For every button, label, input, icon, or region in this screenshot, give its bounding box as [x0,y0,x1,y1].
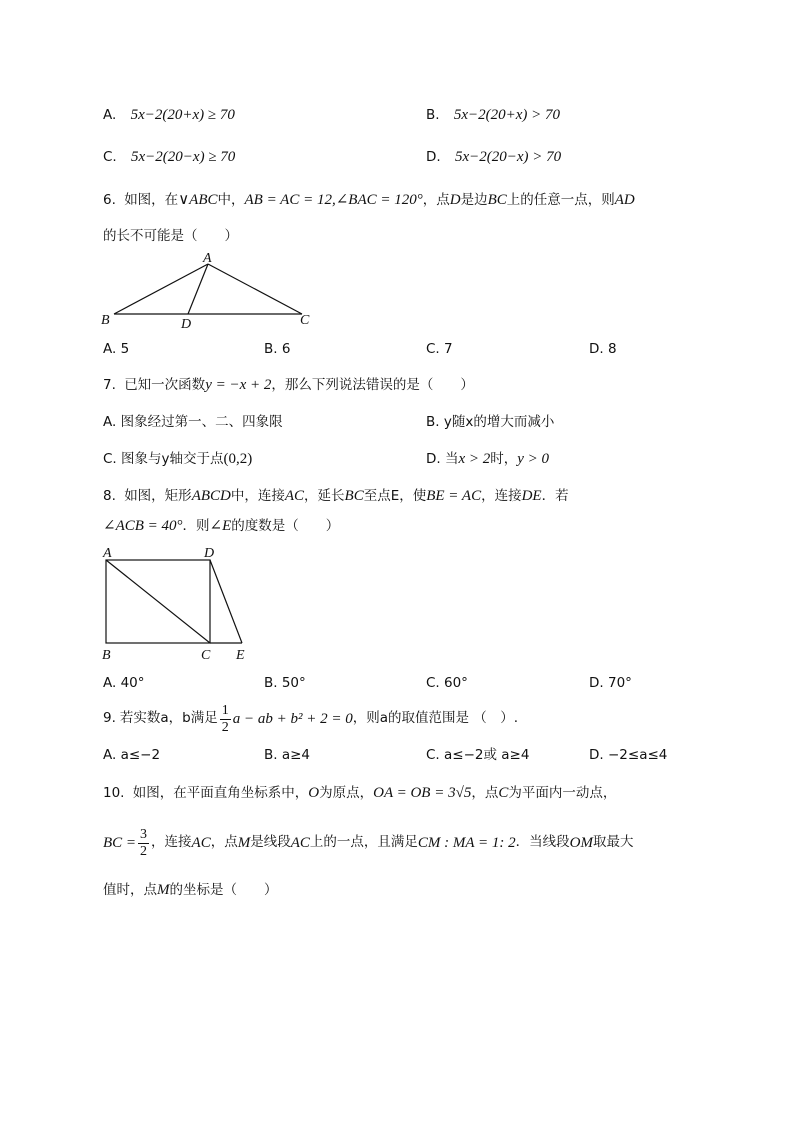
math-triangle: ∨ABC [178,192,218,208]
stem-text: 是边 [460,192,488,208]
side-ab [114,264,208,314]
option-expr: 5x−2(20+x) ≥ 70 [130,107,235,123]
q9-option-c: C. a≤−2或 a≥4 [426,747,530,763]
q8-option-a: A. 40° [103,675,145,691]
math-point: C [498,785,509,801]
question-number: 8. [103,488,116,504]
math-segment: DE [521,488,542,504]
option-label: D. [426,149,441,165]
q6-stem-line2: 的长不可能是（ ） [103,228,238,244]
q10-stem-line2 [103,822,633,864]
diagonal-ac [106,560,210,643]
math-condition: x > 2 [458,451,491,467]
q9-option-b: B. a≥4 [264,747,311,763]
q8-stem-line2 [103,519,339,534]
math-function: y = −x + 2 [205,377,272,393]
math-point: O [308,785,320,801]
math-point: D [449,192,461,208]
stem-text: 的坐标是（ ） [169,882,278,898]
math-condition: AB = AC = 12,∠BAC = 120° [244,192,423,208]
fraction-numerator: 1 [221,702,229,718]
q6-option-b: B. 6 [264,341,291,357]
math-rect: ABCD [191,488,231,504]
fraction-three-halves [138,828,149,859]
q7-stem [103,378,474,393]
stem-text: ．当线段 [515,834,570,851]
math-segment: OM [569,834,593,851]
math-segment: AC [284,488,305,504]
stem-text: 上的一点，且满足 [309,834,418,851]
stem-text: 如图，在 [124,192,179,208]
option-text: 时， [490,451,518,467]
q7-option-b: B. y随x的增大而减小 [426,414,555,430]
stem-text: 若实数a，b满足 [119,710,218,727]
q6-stem-line1 [103,193,635,208]
q6-option-d: D. 8 [589,341,617,357]
q6-option-c: C. 7 [426,341,453,357]
stem-text: ，点 [210,834,238,851]
math-point: M [157,882,170,898]
fraction-denominator: 2 [221,719,229,735]
stem-text: ，点 [422,192,450,208]
fraction-numerator: 3 [140,826,148,842]
stem-text: 如图，在平面直角坐标系中， [132,785,309,801]
stem-text: ，则a的取值范围是 （ ）. [352,710,519,727]
q5-option-b [426,108,560,123]
fraction-denominator: 2 [140,843,148,859]
q10-stem-line3 [103,883,278,898]
question-number: 6. [103,192,116,208]
q9-option-a: A. a≤−2 [103,747,161,763]
question-number: 9. [103,710,116,727]
q8-option-c: C. 60° [426,675,468,691]
segment-de [210,560,242,643]
label-c: C [300,313,310,328]
option-label: C. [103,149,117,165]
stem-text: 已知一次函数 [124,377,206,393]
option-label: A. [103,107,117,123]
stem-text: 如图，矩形 [124,488,192,504]
option-expr: 5x−2(20+x) > 70 [453,107,561,123]
segment-ad [188,264,208,314]
q5-option-c [103,150,235,165]
q8-option-b: B. 50° [264,675,306,691]
math-condition: OA = OB = 3√5 [373,785,472,801]
math-lhs: BC = [103,834,137,851]
math-equation: a − ab + b² + 2 = 0 [232,710,353,727]
q6-option-a: A. 5 [103,341,130,357]
stem-text: 中，连接 [230,488,285,504]
q8-stem-line1 [103,489,569,504]
q8-option-d: D. 70° [589,675,632,691]
math-point: M [237,834,251,851]
label-a: A [203,251,212,266]
q9-stem [103,700,518,738]
math-angle: ∠E [209,518,232,534]
stem-text: 的度数是（ ） [231,518,340,534]
stem-text: 是线段 [250,834,291,851]
option-text: C. 图象与y轴交于点 [103,451,224,467]
stem-text: ，那么下列说法错误的是（ ） [271,377,474,393]
stem-text: 为平面内一动点， [508,785,617,801]
math-segment: AC [290,834,310,851]
q5-option-a [103,108,235,123]
math-condition: ∠ACB = 40° [103,518,183,534]
label-d: D [204,546,215,561]
math-segment: AC [191,834,211,851]
label-e: E [236,648,245,663]
stem-text: 中， [217,192,245,208]
q8-rectangle-figure [98,542,258,664]
stem-text: 值时，点 [103,882,157,898]
stem-text: ．若 [541,488,569,504]
stem-text: ．则 [182,518,210,534]
stem-text: 至点E，使 [363,488,427,504]
math-segment: BC [344,488,364,504]
q7-option-c [103,452,252,467]
stem-text: ，连接 [151,834,192,851]
stem-text: 取最大 [592,834,634,851]
label-a: A [103,546,112,561]
question-number: 10. [103,785,125,801]
q6-triangle-figure [98,250,320,332]
side-ac [208,264,302,314]
math-result: y > 0 [517,451,550,467]
q7-option-d [426,452,549,467]
q10-stem-line1 [103,786,616,801]
q7-option-a: A. 图象经过第一、二、四象限 [103,414,283,430]
label-d: D [181,317,192,332]
option-expr: 5x−2(20−x) > 70 [454,149,562,165]
math-condition: BE = AC [426,488,482,504]
stem-text: 为原点， [319,785,374,801]
math-point: (0,2) [223,451,253,467]
question-number: 7. [103,377,116,393]
label-c: C [201,648,211,663]
math-segment: AD [614,192,635,208]
label-b: B [101,313,110,328]
stem-text: ，连接 [481,488,522,504]
option-expr: 5x−2(20−x) ≥ 70 [131,149,236,165]
q5-option-d [426,150,561,165]
option-text: D. 当 [426,451,459,467]
label-b: B [102,648,111,663]
math-ratio: CM : MA = 1: 2 [417,834,516,851]
stem-text: 上的任意一点，则 [506,192,615,208]
q9-option-d: D. −2≤a≤4 [589,747,668,763]
stem-text: ，点 [471,785,499,801]
fraction-one-half [220,704,231,735]
option-label: B. [426,107,440,123]
math-segment: BC [487,192,507,208]
stem-text: ，延长 [304,488,345,504]
